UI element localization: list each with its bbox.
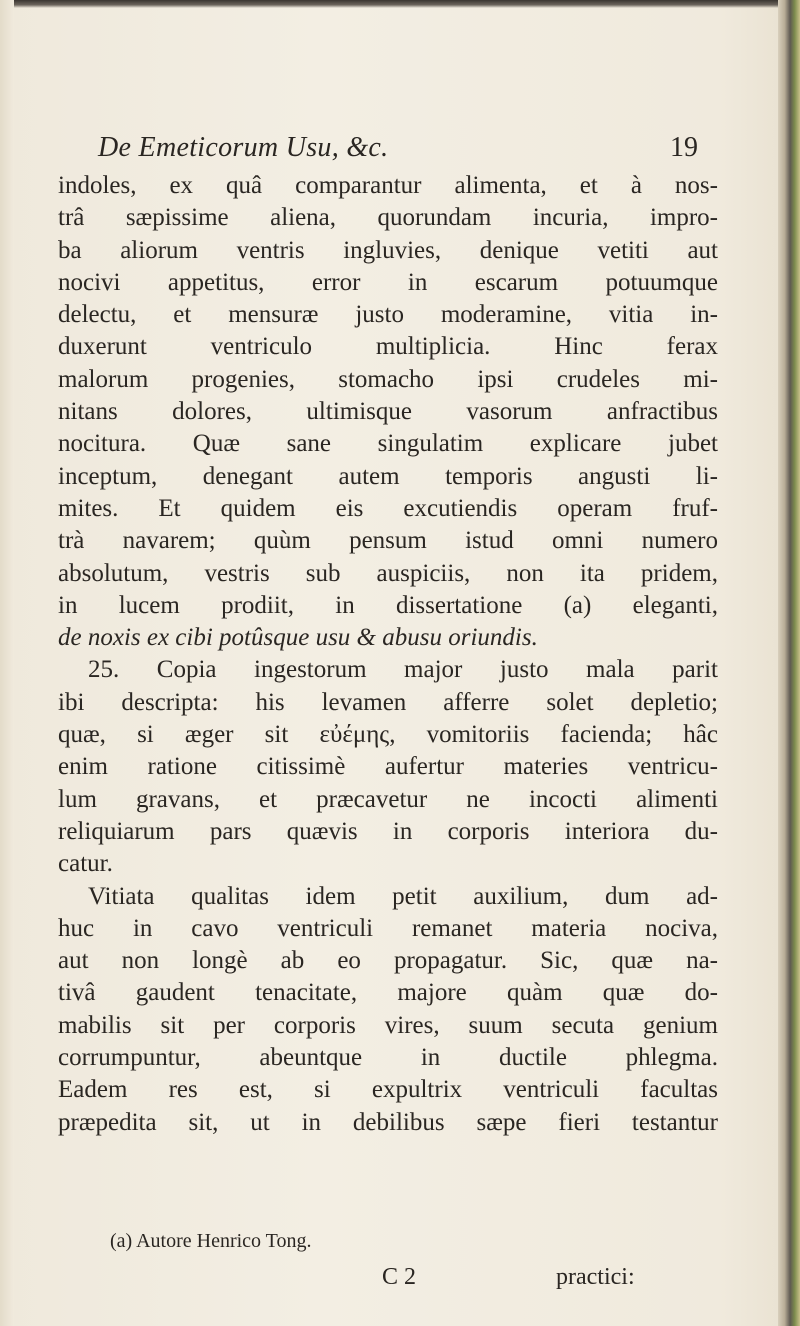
- left-margin-shadow: [0, 0, 14, 1326]
- footnote: (a) Autore Henrico Tong.: [110, 1230, 312, 1252]
- text-line: ibi descripta: his levamen afferre solet depletio;: [58, 688, 718, 716]
- top-border: [0, 0, 800, 8]
- text-line: indoles, ex quâ comparantur alimenta, et à nos-: [58, 172, 718, 199]
- text-line: nocitura. Quæ sane singulatim explicare jubet: [58, 430, 718, 458]
- text-line: mites. Et quidem eis excutiendis operam fruf-: [58, 494, 718, 522]
- text-line: aut non longè ab eo propagatur. Sic, quæ na-: [58, 947, 718, 975]
- text-line: tivâ gaudent tenacitate, majore quàm quæ do-: [58, 979, 718, 1007]
- text-line: nitans dolores, ultimisque vasorum anfractibus: [58, 398, 718, 426]
- text-line: trà navarem; quùm pensum istud omni numero: [58, 527, 718, 555]
- text-line: enim ratione citissimè aufertur materies ventricu-: [58, 753, 718, 781]
- text-line: catur.: [58, 850, 113, 878]
- text-line: quæ, si æger sit εὐέμης, vomitoriis facienda; hâc: [58, 721, 718, 749]
- text-line: delectu, et mensuræ justo moderamine, vitia in-: [58, 301, 718, 329]
- text-line: inceptum, denegant autem temporis angusti li-: [58, 462, 718, 490]
- text-line: in lucem prodiit, in dissertatione (a) eleganti,: [58, 591, 718, 619]
- text-line: nocivi appetitus, error in escarum potuumque: [58, 268, 718, 296]
- signature-mark: C 2: [382, 1264, 417, 1290]
- text-line: malorum progenies, stomacho ipsi crudeles mi-: [58, 365, 718, 393]
- text-line: huc in cavo ventriculi remanet materia nociva,: [58, 914, 718, 942]
- body-text: [58, 170, 718, 1139]
- paragraph-start: 25. Copia ingestorum major justo mala parit: [88, 656, 718, 684]
- page-number: 19: [670, 132, 698, 163]
- text-line: præpedita sit, ut in debilibus sæpe fieri testantur: [58, 1108, 718, 1136]
- text-line: lum gravans, et præcavetur ne incocti alimenti: [58, 785, 718, 813]
- book-spine-edge: [778, 0, 800, 1326]
- text-line: duxerunt ventriculo multiplicia. Hinc ferax: [58, 333, 718, 361]
- text-line: Eadem res est, si expultrix ventriculi facultas: [58, 1076, 718, 1104]
- running-title: De Emeticorum Usu, &c.: [98, 132, 389, 163]
- text-line: reliquiarum pars quævis in corporis interiora du-: [58, 817, 718, 845]
- text-line: mabilis sit per corporis vires, suum secuta genium: [58, 1011, 718, 1039]
- page-foot: [0, 1264, 800, 1294]
- text-line: ba aliorum ventris ingluvies, denique vetiti aut: [58, 236, 718, 264]
- text-line: trâ sæpissime aliena, quorundam incuria, impro-: [58, 204, 718, 232]
- catchword: practici:: [556, 1264, 635, 1290]
- text-line: absolutum, vestris sub auspiciis, non ita pridem,: [58, 559, 718, 587]
- text-line: corrumpuntur, abeuntque in ductile phlegma.: [58, 1044, 718, 1072]
- running-head: [98, 132, 698, 172]
- text-line-italic: de noxis ex cibi potûsque usu & abusu oriundis.: [58, 624, 538, 652]
- paragraph-start: Vitiata qualitas idem petit auxilium, dum ad-: [88, 882, 718, 910]
